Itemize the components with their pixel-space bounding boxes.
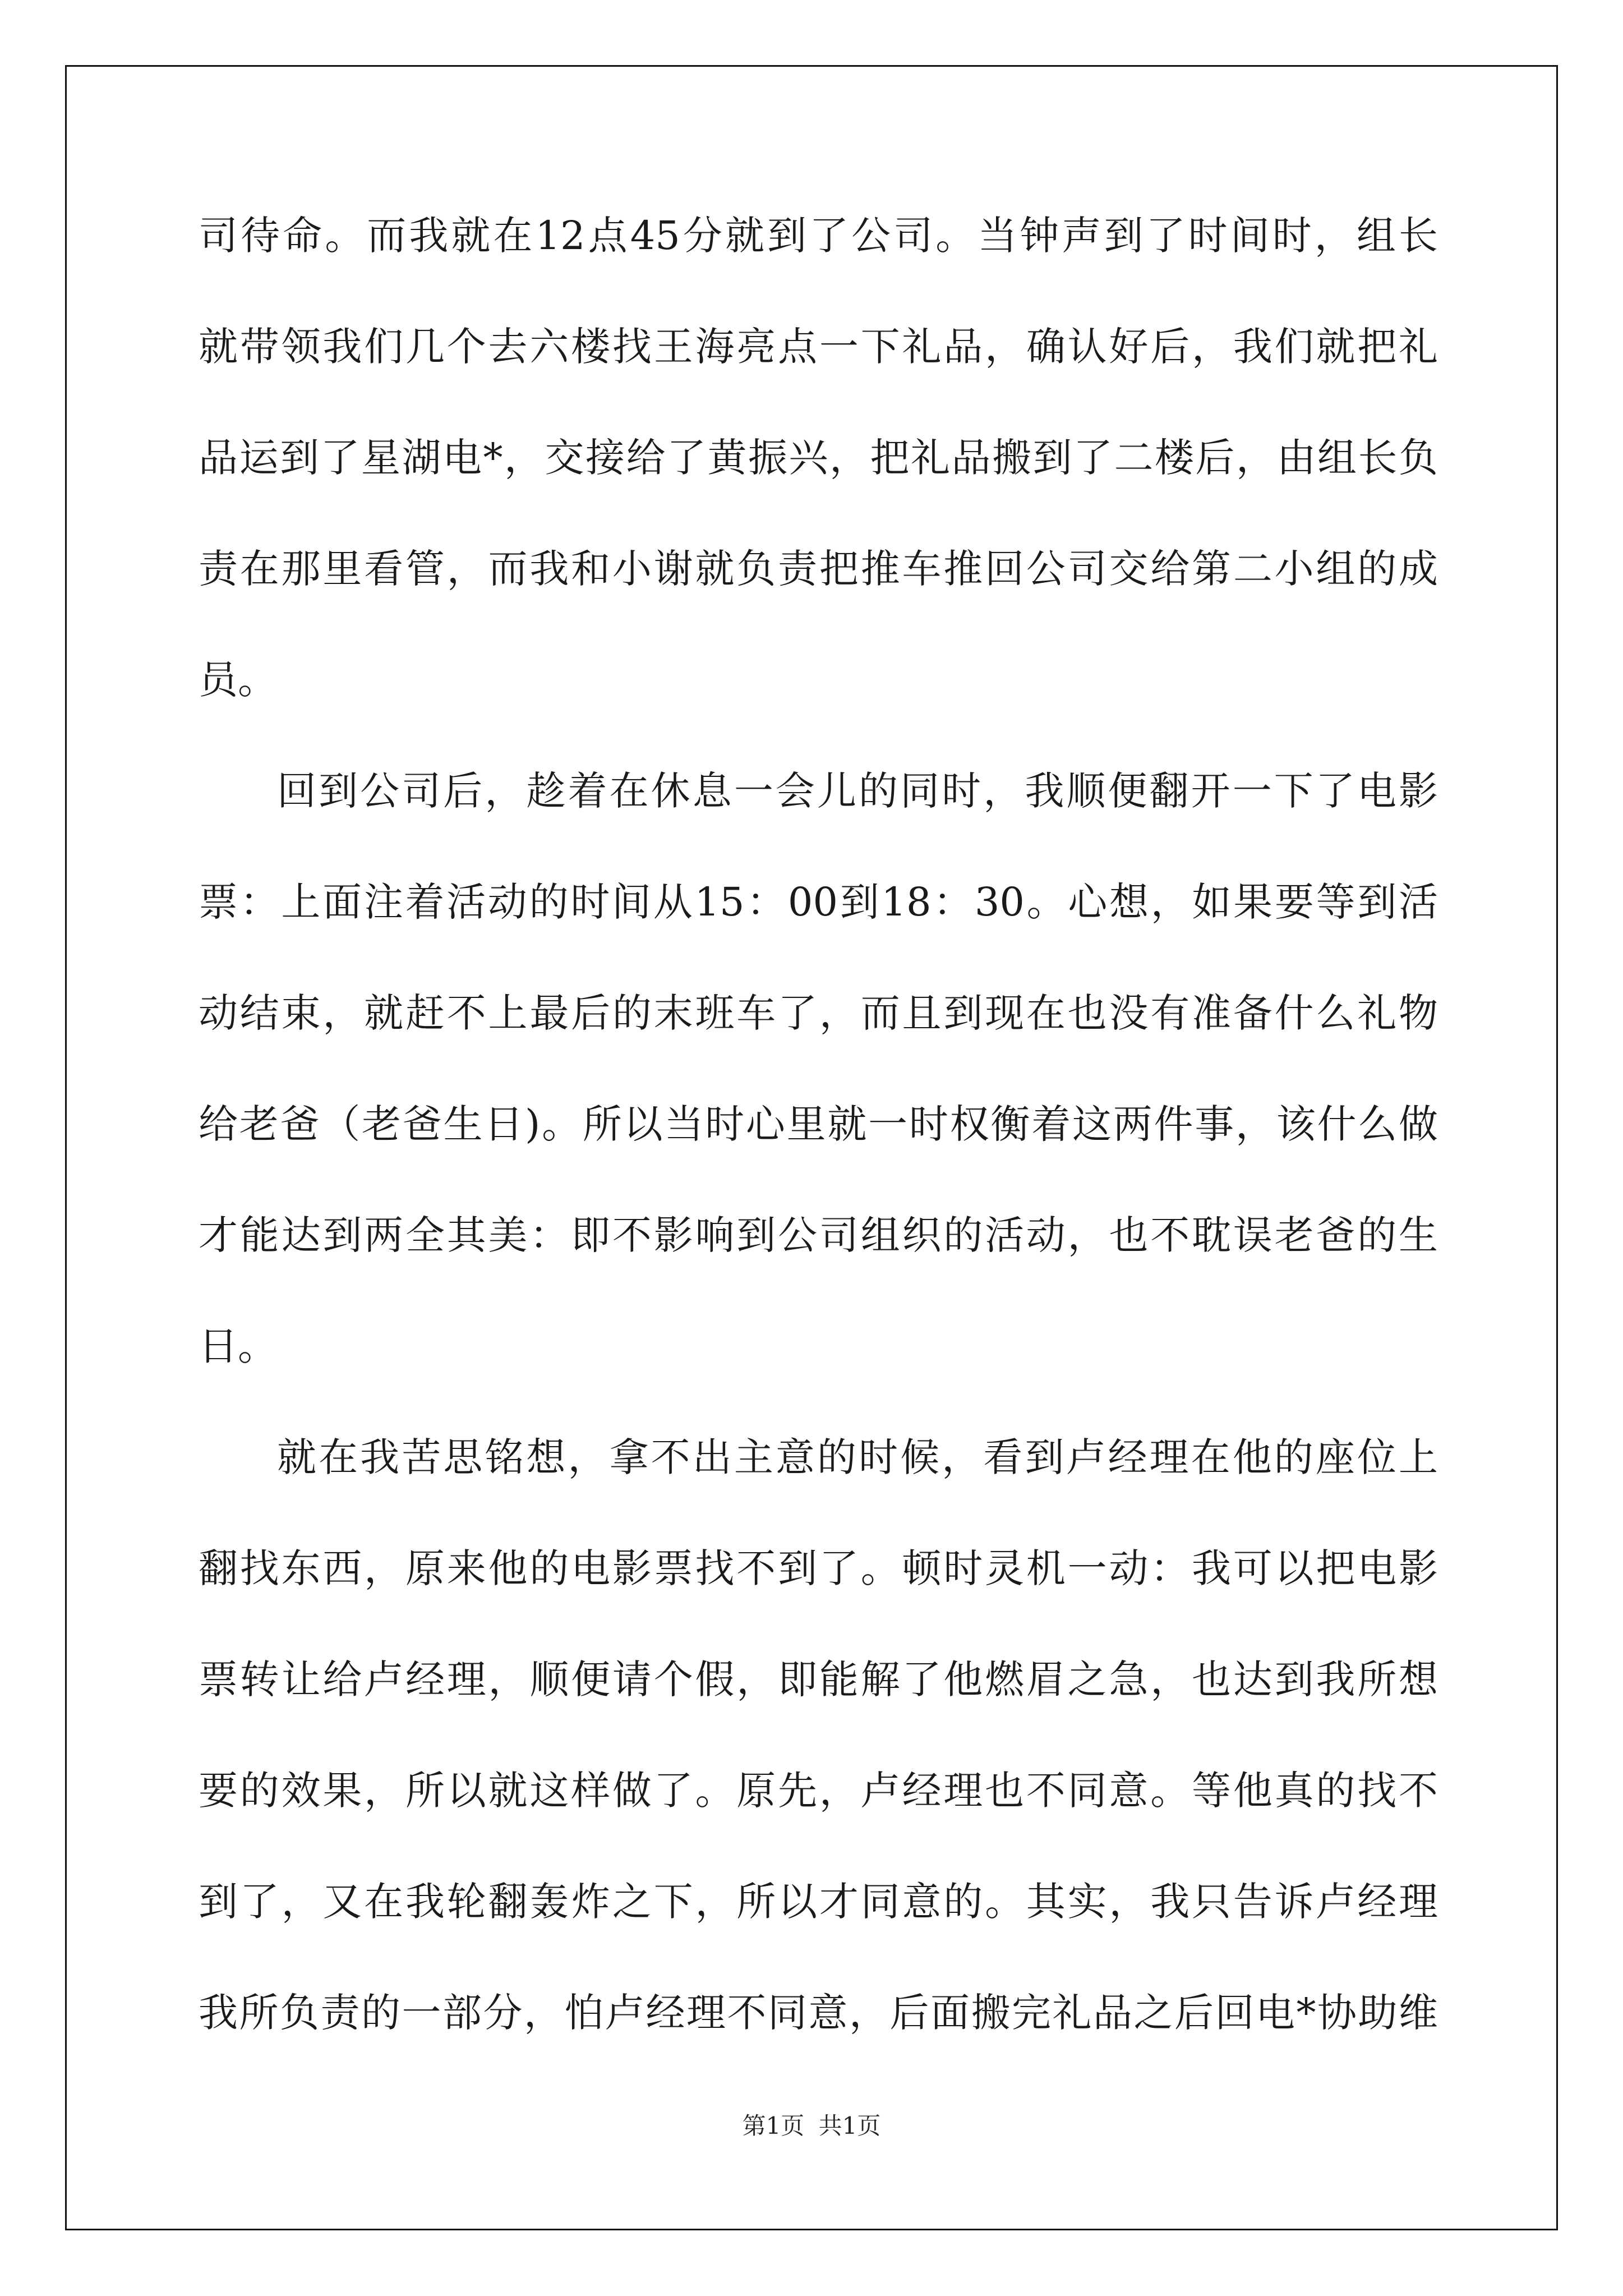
paragraph-first-line: 回到公司后，趁着在休息一会儿的同时，我顺便翻开一下了电影 xyxy=(277,768,1438,814)
text-line: 员。 xyxy=(199,657,277,703)
page-total: 共1页 xyxy=(818,2112,881,2139)
paragraph-first-line: 就在我苦思铭想，拿不出主意的时候，看到卢经理在他的座位上 xyxy=(277,1434,1438,1480)
text-line: 责在那里看管，而我和小谢就负责把推车推回公司交给第二小组的成 xyxy=(199,546,1438,592)
text-line: 才能达到两全其美：即不影响到公司组织的活动，也不耽误老爸的生 xyxy=(199,1212,1438,1258)
text-line: 给老爸（老爸生日)。所以当时心里就一时权衡着这两件事，该什么做 xyxy=(199,1101,1438,1147)
text-line: 票转让给卢经理，顺便请个假，即能解了他燃眉之急，也达到我所想 xyxy=(199,1657,1438,1703)
text-line: 品运到了星湖电*，交接给了黄振兴，把礼品搬到了二楼后，由组长负 xyxy=(199,435,1438,481)
page-footer xyxy=(0,2109,1623,2143)
text-line: 动结束，就赶不上最后的末班车了，而且到现在也没有准备什么礼物 xyxy=(199,990,1438,1036)
text-line: 到了，又在我轮翻轰炸之下，所以才同意的。其实，我只告诉卢经理 xyxy=(199,1879,1438,1925)
text-line: 票：上面注着活动的时间从15：00到18：30。心想，如果要等到活 xyxy=(199,879,1438,925)
text-line: 我所负责的一部分，怕卢经理不同意，后面搬完礼品之后回电*协助维 xyxy=(199,1990,1438,2036)
text-line: 就带领我们几个去六楼找王海亮点一下礼品，确认好后，我们就把礼 xyxy=(199,324,1438,370)
text-line: 日。 xyxy=(199,1323,277,1369)
page-number: 第1页 xyxy=(742,2112,805,2139)
text-line: 翻找东西，原来他的电影票找不到了。顿时灵机一动：我可以把电影 xyxy=(199,1545,1438,1591)
text-line: 要的效果，所以就这样做了。原先，卢经理也不同意。等他真的找不 xyxy=(199,1768,1438,1814)
text-line: 司待命。而我就在12点45分就到了公司。当钟声到了时间时，组长 xyxy=(199,213,1438,259)
